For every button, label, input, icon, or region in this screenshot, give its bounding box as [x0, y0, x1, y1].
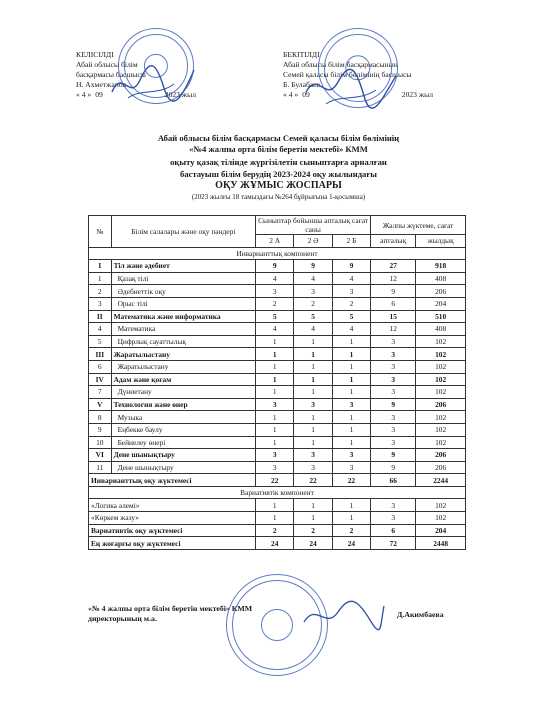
approval-heading: КЕЛІСІЛДІ [76, 50, 114, 59]
hours-2b: 1 [332, 348, 370, 361]
hours-yearly: 102 [416, 335, 466, 348]
subject-name: Дене шынықтыру [111, 449, 255, 462]
hours-weekly: 3 [371, 386, 416, 399]
row-number: 10 [89, 436, 112, 449]
hours-2ae: 3 [294, 285, 332, 298]
total-value: 2 [294, 524, 332, 537]
hours-2b: 1 [332, 360, 370, 373]
hours-weekly: 9 [371, 461, 416, 474]
hours-value: 102 [416, 512, 466, 525]
hours-weekly: 12 [371, 272, 416, 285]
hours-yearly: 102 [416, 373, 466, 386]
hours-2ae: 4 [294, 323, 332, 336]
hours-value: 1 [332, 512, 370, 525]
total-value: 22 [294, 474, 332, 487]
subject-name: «Логика әлемі» [89, 499, 256, 512]
subject-name: Цифрлық сауаттылық [111, 335, 255, 348]
total-label: Вариативтік оқу жүктемесі [89, 524, 256, 537]
table-row [89, 373, 466, 386]
total-value: 2448 [416, 537, 466, 550]
hours-2a: 1 [256, 423, 294, 436]
hours-yearly: 206 [416, 398, 466, 411]
header-yearly: жылдық [416, 235, 466, 248]
hours-yearly: 918 [416, 260, 466, 273]
hours-2a: 3 [256, 461, 294, 474]
row-number: VI [89, 449, 112, 462]
approval-line: Абай облысы білім [76, 60, 138, 69]
doc-title-note: (2023 жылғы 18 тамыздағы №264 бұйрығына 1-қосымша) [191, 193, 366, 201]
hours-2a: 4 [256, 323, 294, 336]
hours-value: 1 [332, 499, 370, 512]
row-number: V [89, 398, 112, 411]
hours-2b: 4 [332, 323, 370, 336]
hours-2ae: 3 [294, 449, 332, 462]
variative-total-row [89, 524, 466, 537]
hours-2ae: 1 [294, 348, 332, 361]
hours-weekly: 3 [371, 348, 416, 361]
row-number: 7 [89, 386, 112, 399]
hours-2a: 9 [256, 260, 294, 273]
hours-yearly: 102 [416, 423, 466, 436]
approval-heading: БЕКІТІЛДІ [283, 50, 320, 59]
hours-yearly: 102 [416, 386, 466, 399]
row-number: 6 [89, 360, 112, 373]
hours-yearly: 204 [416, 297, 466, 310]
header-class-2b: 2 Б [332, 235, 370, 248]
hours-weekly: 3 [371, 373, 416, 386]
hours-2b: 1 [332, 373, 370, 386]
hours-2a: 3 [256, 449, 294, 462]
header-class-2ae: 2 Ә [294, 235, 332, 248]
total-value: 72 [371, 537, 416, 550]
header-weekly: апталық [371, 235, 416, 248]
total-value: 24 [332, 537, 370, 550]
subject-name: «Көркем жазу» [89, 512, 256, 525]
table-row [89, 285, 466, 298]
subject-name: Адам және қоғам [111, 373, 255, 386]
hours-2a: 1 [256, 373, 294, 386]
footer-org-line: «№ 4 жалпы орта білім беретін мектебі» КММ [88, 604, 253, 613]
row-number: 1 [89, 272, 112, 285]
hours-2ae: 1 [294, 423, 332, 436]
hours-2a: 3 [256, 285, 294, 298]
hours-2b: 9 [332, 260, 370, 273]
hours-yearly: 102 [416, 348, 466, 361]
row-number: 5 [89, 335, 112, 348]
hours-yearly: 408 [416, 272, 466, 285]
hours-2a: 4 [256, 272, 294, 285]
table-row [89, 499, 466, 512]
hours-2b: 2 [332, 297, 370, 310]
hours-yearly: 206 [416, 449, 466, 462]
header-load-group: Жалпы жүктеме, сағат [371, 216, 466, 235]
hours-2ae: 1 [294, 411, 332, 424]
header-class-2a: 2 А [256, 235, 294, 248]
table-row [89, 398, 466, 411]
hours-weekly: 12 [371, 323, 416, 336]
hours-value: 3 [371, 512, 416, 525]
hours-value: 3 [371, 499, 416, 512]
hours-yearly: 102 [416, 411, 466, 424]
date-day: « 4 » [76, 90, 92, 99]
row-number: IV [89, 373, 112, 386]
footer-org-line: директорының м.а. [88, 614, 157, 623]
section-header-variative: Вариативтік компонент [89, 486, 466, 499]
hours-2b: 1 [332, 335, 370, 348]
total-value: 24 [256, 537, 294, 550]
subject-name: Әдебиеттік оқу [111, 285, 255, 298]
hours-2ae: 9 [294, 260, 332, 273]
hours-value: 102 [416, 499, 466, 512]
hours-2b: 3 [332, 449, 370, 462]
signature-right [300, 62, 400, 110]
hours-2ae: 1 [294, 335, 332, 348]
hours-value: 1 [294, 499, 332, 512]
hours-2ae: 1 [294, 360, 332, 373]
approval-signer-name: Н. Ахметжанов [76, 80, 127, 89]
subject-name: Дүниетану [111, 386, 255, 399]
hours-2a: 1 [256, 386, 294, 399]
max-total-row [89, 537, 466, 550]
study-plan-table [88, 215, 466, 550]
total-value: 2 [256, 524, 294, 537]
subject-name: Технология және өнер [111, 398, 255, 411]
doc-title-line: оқыту қазақ тілінде жүргізілетін сыныптарға арналған [170, 157, 387, 167]
subject-name: Математика [111, 323, 255, 336]
table-row [89, 423, 466, 436]
table-row [89, 386, 466, 399]
row-number: 3 [89, 297, 112, 310]
doc-title-line: Абай облысы білім басқармасы Семей қаласы білім бөлімінің [157, 133, 400, 143]
hours-2ae: 2 [294, 297, 332, 310]
approval-line: басқармасы басшысы [76, 70, 146, 79]
footer-signer-name: Д.Акимбаева [397, 610, 444, 619]
hours-value: 1 [256, 512, 294, 525]
table-body [89, 247, 466, 549]
hours-2a: 1 [256, 360, 294, 373]
hours-2b: 1 [332, 436, 370, 449]
hours-2b: 3 [332, 398, 370, 411]
date-day: « 4 » [283, 90, 299, 99]
hours-yearly: 102 [416, 436, 466, 449]
table-row [89, 348, 466, 361]
hours-2ae: 1 [294, 373, 332, 386]
hours-2a: 1 [256, 335, 294, 348]
row-number: III [89, 348, 112, 361]
hours-2ae: 1 [294, 386, 332, 399]
hours-2ae: 1 [294, 436, 332, 449]
total-value: 2 [332, 524, 370, 537]
subject-name: Дене шынықтыру [111, 461, 255, 474]
approval-line: Семей қаласы білім бөлімінің басшысы [283, 70, 412, 79]
section-header-invariant: Инварианттық компонент [89, 247, 466, 260]
row-number: 9 [89, 423, 112, 436]
table-row [89, 360, 466, 373]
doc-title-line: бастауыш білім берудің 2023-2024 оқу жылындағы [180, 169, 377, 179]
hours-weekly: 3 [371, 411, 416, 424]
subject-name: Математика және информатика [111, 310, 255, 323]
table-row [89, 335, 466, 348]
hours-2b: 1 [332, 386, 370, 399]
hours-weekly: 3 [371, 436, 416, 449]
row-number: 2 [89, 285, 112, 298]
doc-title-line: «№4 жалпы орта білім беретін мектебі» КММ [189, 144, 368, 154]
subject-name: Еңбекке баулу [111, 423, 255, 436]
table-row [89, 436, 466, 449]
hours-2a: 5 [256, 310, 294, 323]
total-value: 2244 [416, 474, 466, 487]
doc-title-main: ОҚУ ЖҰМЫС ЖОСПАРЫ [215, 180, 342, 191]
hours-weekly: 27 [371, 260, 416, 273]
row-number: 4 [89, 323, 112, 336]
row-number: II [89, 310, 112, 323]
total-value: 22 [332, 474, 370, 487]
hours-weekly: 3 [371, 360, 416, 373]
hours-2b: 1 [332, 411, 370, 424]
total-value: 24 [294, 537, 332, 550]
subject-name: Музыка [111, 411, 255, 424]
hours-weekly: 15 [371, 310, 416, 323]
approval-line: Абай облысы білім басқармасының [283, 60, 398, 69]
hours-weekly: 9 [371, 449, 416, 462]
hours-yearly: 206 [416, 285, 466, 298]
hours-2a: 3 [256, 398, 294, 411]
header-subject: Білім салалары және оқу пәндері [111, 216, 255, 248]
subject-name: Орыс тілі [111, 297, 255, 310]
signature-left [108, 58, 198, 106]
row-number: 8 [89, 411, 112, 424]
table-row [89, 461, 466, 474]
total-value: 66 [371, 474, 416, 487]
signature-director [300, 596, 386, 634]
table-row [89, 310, 466, 323]
table-row [89, 449, 466, 462]
hours-weekly: 9 [371, 285, 416, 298]
hours-2a: 2 [256, 297, 294, 310]
hours-value: 1 [256, 499, 294, 512]
row-number: I [89, 260, 112, 273]
hours-2ae: 3 [294, 398, 332, 411]
hours-yearly: 102 [416, 360, 466, 373]
subject-name: Тіл және әдебиет [111, 260, 255, 273]
hours-weekly: 9 [371, 398, 416, 411]
subject-name: Жаратылыстану [111, 360, 255, 373]
date-month: 09 [95, 90, 103, 99]
hours-2ae: 3 [294, 461, 332, 474]
date-year: 2023 жыл [164, 90, 197, 99]
subject-name: Бейнелеу өнері [111, 436, 255, 449]
date-month: 09 [302, 90, 310, 99]
table-row [89, 323, 466, 336]
hours-2b: 1 [332, 423, 370, 436]
invariant-total-row [89, 474, 466, 487]
hours-2a: 1 [256, 411, 294, 424]
hours-2b: 3 [332, 285, 370, 298]
hours-2ae: 4 [294, 272, 332, 285]
hours-2a: 1 [256, 436, 294, 449]
approval-signer-name: Б. Булабаев [283, 80, 321, 89]
header-no: № [89, 216, 112, 248]
table-row [89, 486, 466, 499]
table-row [89, 512, 466, 525]
hours-2b: 4 [332, 272, 370, 285]
table-row [89, 272, 466, 285]
hours-2b: 5 [332, 310, 370, 323]
hours-2a: 1 [256, 348, 294, 361]
hours-yearly: 206 [416, 461, 466, 474]
total-value: 204 [416, 524, 466, 537]
hours-value: 1 [294, 512, 332, 525]
total-value: 22 [256, 474, 294, 487]
total-value: 6 [371, 524, 416, 537]
total-label: Ең жоғарғы оқу жүктемесі [89, 537, 256, 550]
hours-weekly: 3 [371, 423, 416, 436]
hours-weekly: 6 [371, 297, 416, 310]
hours-weekly: 3 [371, 335, 416, 348]
total-label: Инварианттық оқу жүктемесі [89, 474, 256, 487]
subject-name: Жаратылыстану [111, 348, 255, 361]
header-weekly-group: Сыныптар бойынша апталық сағат саны [256, 216, 371, 235]
hours-yearly: 408 [416, 323, 466, 336]
table-row [89, 260, 466, 273]
hours-yearly: 510 [416, 310, 466, 323]
hours-2ae: 5 [294, 310, 332, 323]
row-number: 11 [89, 461, 112, 474]
table-row [89, 297, 466, 310]
subject-name: Қазақ тілі [111, 272, 255, 285]
table-row [89, 411, 466, 424]
hours-2b: 3 [332, 461, 370, 474]
date-year: 2023 жыл [401, 90, 434, 99]
